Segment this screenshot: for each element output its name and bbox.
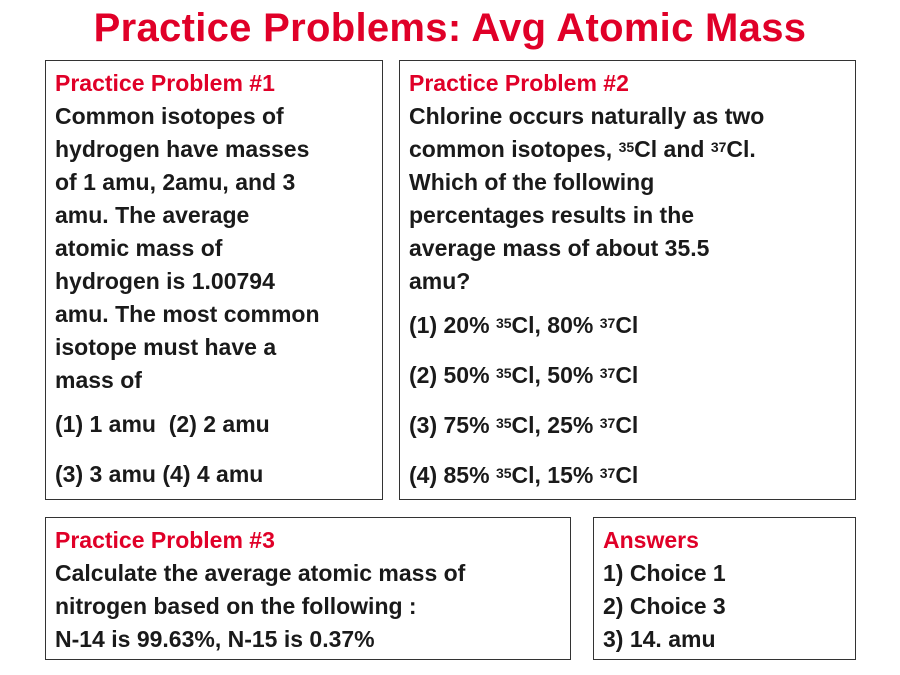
option-mid: , 50%: [534, 362, 600, 388]
element-symbol: Cl: [511, 412, 535, 438]
text-fragment: common isotopes,: [409, 136, 619, 162]
option-mid: , 15%: [534, 462, 600, 488]
element-symbol: Cl: [511, 362, 535, 388]
text-line: percentages results in the: [409, 202, 695, 228]
text-line: nitrogen based on the following :: [55, 593, 417, 619]
option-mid: , 25%: [534, 412, 600, 438]
text-line: hydrogen is 1.00794: [55, 268, 275, 294]
option-label: (4) 85%: [409, 462, 496, 488]
text-line: amu. The average: [55, 202, 250, 228]
text-line: hydrogen have masses: [55, 136, 310, 162]
text-fragment: and: [657, 136, 711, 162]
answers-heading: Answers: [603, 527, 699, 553]
isotope-35: 35: [495, 315, 512, 331]
isotope-37: 37: [599, 465, 616, 481]
problem-1-option-row: (3) 3 amu (4) 4 amu: [55, 461, 264, 487]
text-line: N-14 is 99.63%, N-15 is 0.37%: [55, 626, 375, 652]
element-symbol: Cl: [615, 462, 639, 488]
isotope-35: 35: [495, 365, 512, 381]
isotope-37: 37: [599, 315, 616, 331]
answer-line: 3) 14. amu: [603, 626, 716, 652]
option-label: (3) 75%: [409, 412, 496, 438]
problem-1-heading: Practice Problem #1: [55, 70, 275, 96]
problem-2-heading: Practice Problem #2: [409, 70, 629, 96]
element-symbol: Cl: [634, 136, 658, 162]
problem-2-option-3: [409, 409, 855, 442]
page-title: Practice Problems: Avg Atomic Mass: [93, 6, 807, 50]
problem-1-option-row: (1) 1 amu (2) 2 amu: [55, 411, 270, 437]
problem-2-option-4: [409, 459, 855, 492]
problem-2-text: [409, 100, 855, 298]
text-line: amu?: [409, 268, 471, 294]
text-line: isotope must have a: [55, 334, 277, 360]
problem-1-text: [55, 100, 382, 397]
text-line: amu. The most common: [55, 301, 320, 327]
text-line: mass of: [55, 367, 142, 393]
element-symbol: Cl: [615, 412, 639, 438]
problem-1-box: [45, 60, 383, 500]
option-label: (2) 50%: [409, 362, 496, 388]
problem-3-box: [45, 517, 571, 660]
text-line: [409, 133, 855, 166]
answers-text: [603, 557, 855, 656]
text-line: atomic mass of: [55, 235, 223, 261]
option-mid: , 80%: [534, 312, 600, 338]
isotope-35: 35: [495, 415, 512, 431]
isotope-37: 37: [599, 365, 616, 381]
option-label: (1) 20%: [409, 312, 496, 338]
element-symbol: Cl: [615, 362, 639, 388]
text-fragment: Cl.: [726, 136, 756, 162]
answer-line: 2) Choice 3: [603, 593, 726, 619]
element-symbol: Cl: [511, 312, 535, 338]
isotope-35: 35: [618, 139, 635, 155]
problem-2-option-2: [409, 359, 855, 392]
answers-box: [593, 517, 856, 660]
problem-3-text: [55, 557, 570, 656]
text-line: Common isotopes of: [55, 103, 284, 129]
text-line: Which of the following: [409, 169, 655, 195]
text-line: of 1 amu, 2amu, and 3: [55, 169, 296, 195]
text-line: Calculate the average atomic mass of: [55, 560, 466, 586]
isotope-37: 37: [599, 415, 616, 431]
text-line: average mass of about 35.5: [409, 235, 710, 261]
element-symbol: Cl: [511, 462, 535, 488]
isotope-37: 37: [710, 139, 727, 155]
problem-3-heading: Practice Problem #3: [55, 527, 275, 553]
answer-line: 1) Choice 1: [603, 560, 726, 586]
problem-2-option-1: [409, 309, 855, 342]
isotope-35: 35: [495, 465, 512, 481]
element-symbol: Cl: [615, 312, 639, 338]
text-line: Chlorine occurs naturally as two: [409, 103, 765, 129]
problem-2-box: [399, 60, 856, 500]
